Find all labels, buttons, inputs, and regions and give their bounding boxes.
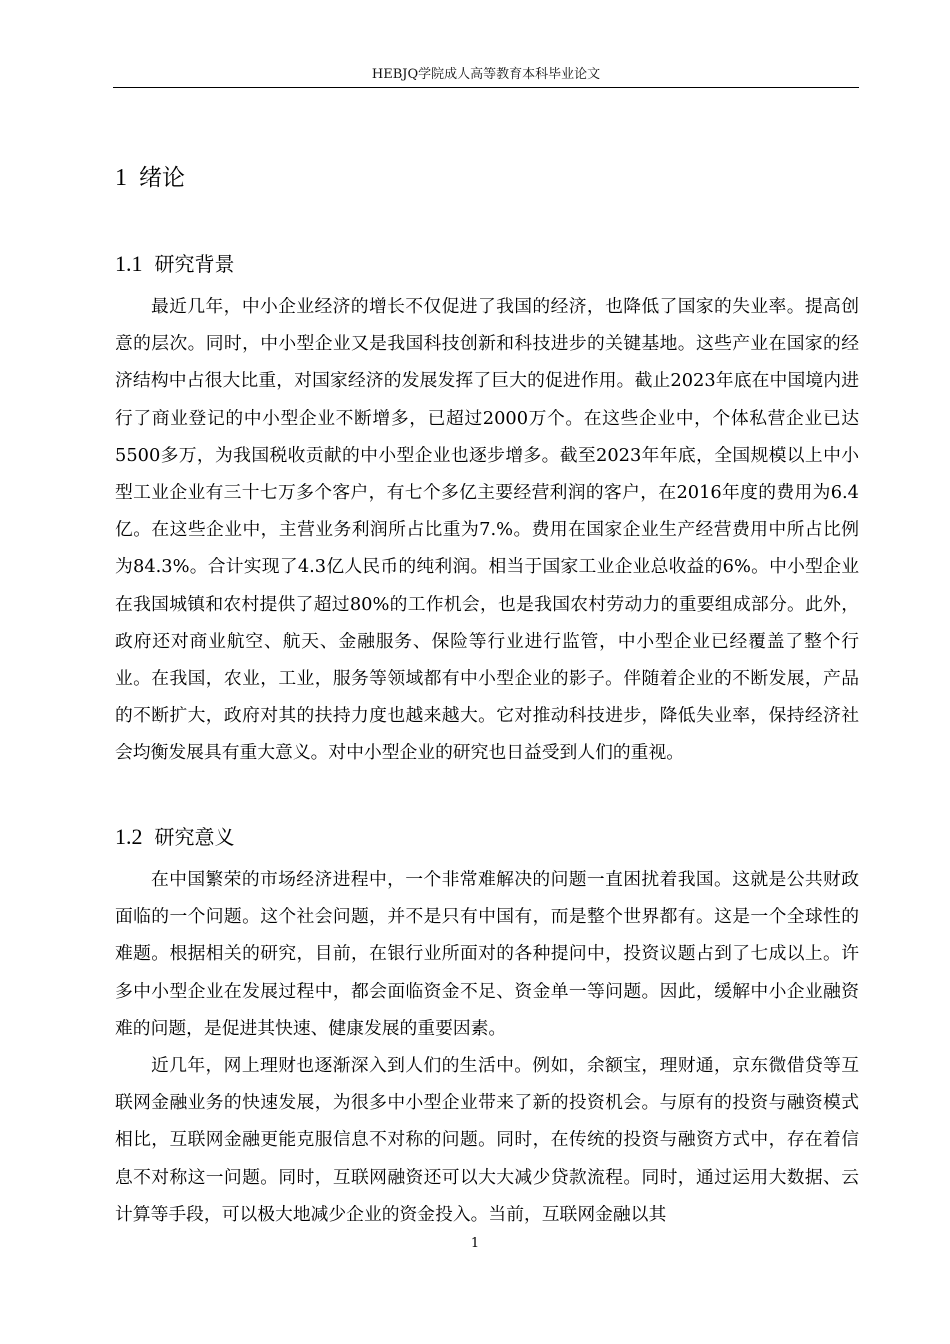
chapter-number: 1 bbox=[115, 165, 127, 191]
section-number: 1.2 bbox=[115, 824, 143, 849]
running-header: HEBJQ学院成人高等教育本科毕业论文 bbox=[371, 67, 601, 82]
section-heading-1-2 bbox=[115, 822, 235, 852]
chapter-title: 绪论 bbox=[139, 165, 185, 191]
section-title: 研究意义 bbox=[154, 825, 235, 849]
paragraph-background: 最近几年，中小企业经济的增长不仅促进了我国的经济，也降低了国家的失业率。提高创意的层次。同时，中小型企业又是我国科技创新和科技进步的关键基地。这些产业在国家的经济结构中占很大比重，对国家经济的发展发挥了巨大的促进作用。截止2023年底在中国境内进行了商业登记的中小型企业不断增多，已超过2000万个。在这些企业中，个体私营企业已达5500多万，为我国税收贡献的中小型企业也逐步增多。截至2023年年底，全国规模以上中小型工业企业有三十七万多个客户，有七个多亿主要经营利润的客户，在2016年度的费用为6.4亿。在这些企业中，主营业务利润所占比重为7.%。费用在国家企业生产经营费用中所占比例为84.3%。合计实现了4.3亿人民币的纯利润。相当于国家工业企业总收益的6%。中小型企业在我国城镇和农村提供了超过80%的工作机会，也是我国农村劳动力的重要组成部分。此外，政府还对商业航空、航天、金融服务、保险等行业进行监管，中小型企业已经覆盖了整个行业。在我国，农业，工业，服务等领域都有中小型企业的影子。伴随着企业的不断发展，产品的不断扩大，政府对其的扶持力度也越来越大。它对推动科技进步，降低失业率，保持经济社会均衡发展具有重大意义。对中小型企业的研究也日益受到人们的重视。 bbox=[115, 296, 859, 764]
section-heading-1-1 bbox=[115, 249, 235, 279]
page-number: 1 bbox=[470, 1236, 480, 1251]
chapter-heading bbox=[115, 162, 185, 194]
header-rule bbox=[113, 87, 859, 88]
paragraph-significance-1: 在中国繁荣的市场经济进程中，一个非常难解决的问题一直困扰着我国。这就是公共财政面临的一个问题。这个社会问题，并不是只有中国有，而是整个世界都有。这是一个全球性的难题。根据相关的研究，目前，在银行业所面对的各种提问中，投资议题占到了七成以上。许多中小型企业在发展过程中，都会面临资金不足、资金单一等问题。因此，缓解中小企业融资难的问题，是促进其快速、健康发展的重要因素。 bbox=[115, 869, 859, 1039]
paragraph-significance-2: 近几年，网上理财也逐渐深入到人们的生活中。例如，余额宝，理财通，京东微借贷等互联网金融业务的快速发展，为很多中小型企业带来了新的投资机会。与原有的投资与融资模式相比，互联网金融更能克服信息不对称的问题。同时，在传统的投资与融资方式中，存在着信息不对称这一问题。同时，互联网融资还可以大大减少贷款流程。同时，通过运用大数据、云计算等手段，可以极大地减少企业的资金投入。当前，互联网金融以其 bbox=[115, 1055, 859, 1225]
section-title: 研究背景 bbox=[154, 252, 235, 276]
section-number: 1.1 bbox=[115, 251, 143, 276]
